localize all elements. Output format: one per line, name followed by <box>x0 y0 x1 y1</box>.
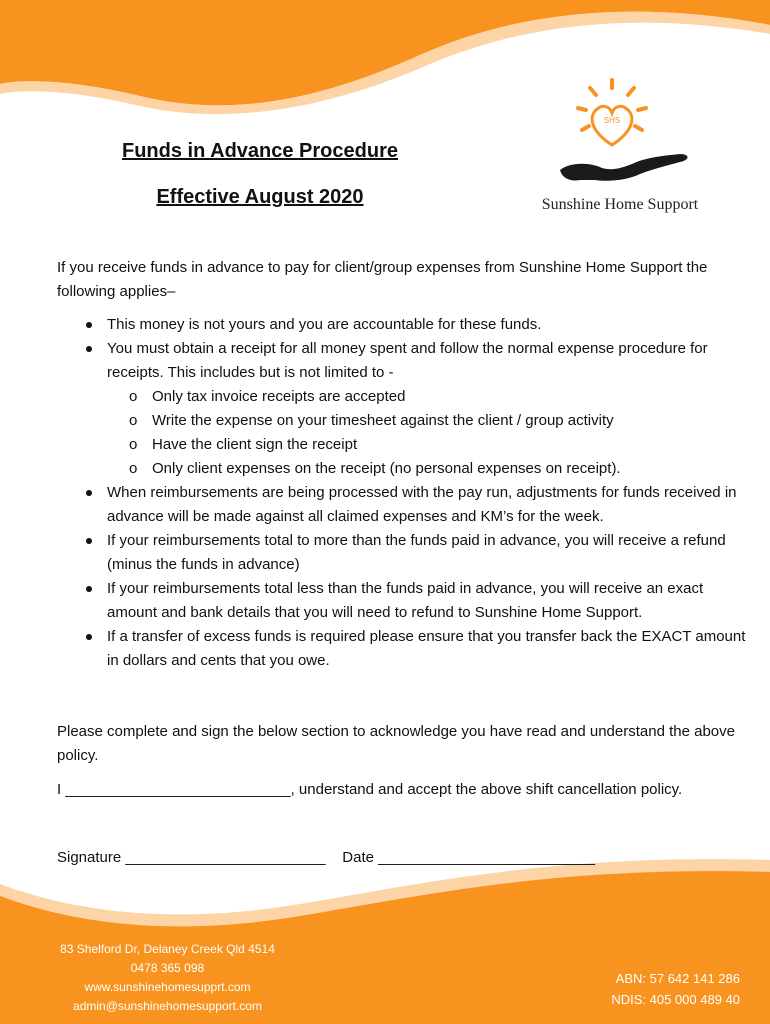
footer-address: 83 Shelford Dr, Delaney Creek Qld 4514 <box>60 942 275 956</box>
acknowledge-paragraph: Please complete and sign the below section to acknowledge you have read and understand the above policy. <box>57 723 735 764</box>
accept-line: I ___________________________, understand and accept the above shift cancellation policy. <box>57 781 683 798</box>
intro-paragraph: If you receive funds in advance to pay for client/group expenses from Sunshine Home Support the following applies– <box>57 259 708 300</box>
footer-phone: 0478 365 098 <box>130 961 205 975</box>
document-subtitle: Effective August 2020 <box>156 186 364 208</box>
footer-website: www.sunshinehomesupprt.com <box>84 980 251 994</box>
logo-badge-text: SHS <box>603 116 621 125</box>
footer-registration <box>611 968 740 1010</box>
list-item: This money is not yours and you are accountable for these funds. <box>57 313 747 337</box>
footer-ndis: NDIS: 405 000 489 40 <box>611 992 740 1007</box>
list-item <box>57 337 747 481</box>
sub-list <box>107 385 747 481</box>
logo-company-name: Sunshine Home Support <box>541 196 699 213</box>
document-title: Funds in Advance Procedure <box>122 140 398 162</box>
list-item: If a transfer of excess funds is required please ensure that you transfer back the EXACT amount in dollars and cents that you owe. <box>57 625 747 673</box>
footer-email: admin@sunshinehomesupport.com <box>73 999 262 1013</box>
sub-list-item: o Only tax invoice receipts are accepted <box>107 385 747 409</box>
list-item-text: You must obtain a receipt for all money spent and follow the normal expense procedure for receipts. This includes but is not limited to - <box>107 340 708 381</box>
footer-contact <box>40 940 295 1016</box>
footer-abn: ABN: 57 642 141 286 <box>615 971 740 986</box>
sub-list-item: o Write the expense on your timesheet against the client / group activity <box>107 409 747 433</box>
sub-list-item: o Have the client sign the receipt <box>107 433 747 457</box>
list-item: If your reimbursements total less than the funds paid in advance, you will receive an exact amount and bank details that you will need to refund to Sunshine Home Support. <box>57 577 747 625</box>
signature-date-line: Signature ________________________ Date __________________________ <box>57 849 596 866</box>
list-item: If your reimbursements total to more than the funds paid in advance, you will receive a refund (minus the funds in advance) <box>57 529 747 577</box>
sub-list-item: o Only client expenses on the receipt (no personal expenses on receipt). <box>107 457 747 481</box>
list-item: When reimbursements are being processed with the pay run, adjustments for funds received in advance will be made against all claimed expenses and KM’s for the week. <box>57 481 747 529</box>
procedure-list <box>57 313 747 673</box>
